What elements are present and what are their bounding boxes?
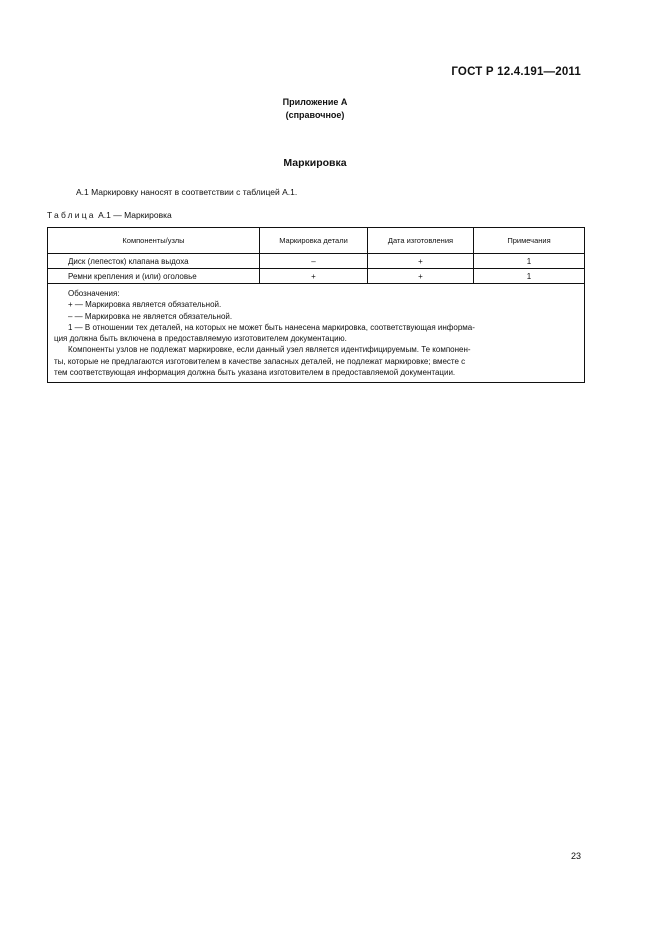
note-2-line-2: ты, которые не предлагаются изготовителем в качестве запасных деталей, не подлежат маркировке; вместе с — [54, 356, 466, 366]
note-1-line-1: 1 — В отношении тех деталей, на которых не может быть нанесена маркировка, соответствующая информа- — [68, 322, 475, 332]
paragraph-a1: А.1 Маркировку наносят в соответствии с таблицей А.1. — [76, 187, 298, 197]
table-notes-row — [48, 284, 585, 383]
note-1-line-2: ция должна быть включена в предоставляемую изготовителем документацию. — [54, 334, 347, 344]
notes-heading: Обозначения: — [68, 289, 120, 298]
header-manufacture-date: Дата изготовления — [368, 228, 474, 254]
note-2-line-3: тем соответствующая информация должна быть указана изготовителем в предоставляемой документации. — [54, 368, 456, 378]
header-notes: Примечания — [474, 228, 585, 254]
table-caption-title: А.1 — Маркировка — [95, 210, 172, 220]
table-caption — [47, 210, 172, 220]
legend-plus: + — Маркировка является обязательной. — [68, 300, 222, 310]
table-header-row — [48, 228, 585, 254]
cell-part-marking: + — [260, 269, 368, 284]
page-number: 23 — [570, 851, 581, 861]
cell-part-marking: – — [260, 254, 368, 269]
cell-note-ref: 1 — [474, 254, 585, 269]
document-code: ГОСТ Р 12.4.191—2011 — [451, 66, 581, 78]
marking-table — [47, 227, 585, 383]
cell-manufacture-date: + — [368, 269, 474, 284]
table-row — [48, 269, 585, 284]
legend-minus: – — Маркировка не является обязательной. — [68, 311, 233, 321]
annex-title: Приложение А — [282, 97, 348, 107]
table-row — [48, 254, 585, 269]
table-notes — [48, 284, 585, 383]
cell-component: Диск (лепесток) клапана выдоха — [48, 254, 260, 269]
table-caption-label: Таблица — [47, 210, 96, 220]
header-part-marking: Маркировка детали — [260, 228, 368, 254]
section-title: Маркировка — [283, 157, 347, 169]
cell-note-ref: 1 — [474, 269, 585, 284]
header-components: Компоненты/узлы — [48, 228, 260, 254]
note-2-line-1: Компоненты узлов не подлежат маркировке, если данный узел является идентифицируемым. Те компонен- — [68, 345, 471, 355]
cell-component: Ремни крепления и (или) оголовье — [48, 269, 260, 284]
annex-subtitle: (справочное) — [285, 110, 345, 120]
cell-manufacture-date: + — [368, 254, 474, 269]
